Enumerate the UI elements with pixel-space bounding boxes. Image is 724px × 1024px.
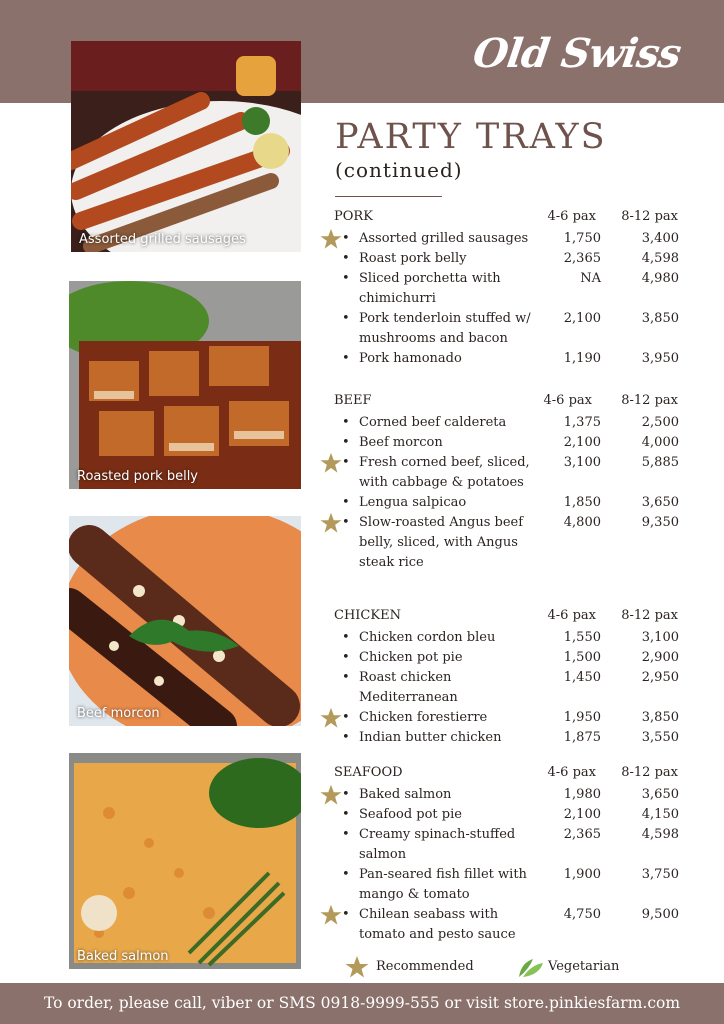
price-large: 3,650 bbox=[641, 787, 679, 802]
item-name: Pan-seared fish fillet with mango & tomato bbox=[359, 867, 527, 902]
price-small: 1,550 bbox=[563, 630, 601, 645]
star-icon bbox=[345, 955, 369, 979]
menu-item: • Corned beef caldereta 1,375 2,500 bbox=[334, 413, 684, 433]
price-large: 3,400 bbox=[641, 231, 679, 246]
menu-item: • Roast pork belly 2,365 4,598 bbox=[334, 249, 684, 269]
price-large: 3,850 bbox=[641, 311, 679, 326]
item-name: Creamy spinach-stuffed salmon bbox=[359, 827, 516, 862]
section-name: BEEF bbox=[334, 393, 372, 408]
price-large: 2,900 bbox=[641, 650, 679, 665]
item-name: Indian butter chicken bbox=[359, 730, 502, 745]
price-small: 2,365 bbox=[563, 827, 601, 842]
item-name: Slow-roasted Angus beef belly, sliced, with Angus steak rice bbox=[359, 515, 524, 570]
item-name: Corned beef caldereta bbox=[359, 415, 507, 430]
photo-caption: Baked salmon bbox=[77, 949, 169, 964]
col-header-large: 8-12 pax bbox=[621, 209, 678, 224]
section-chicken bbox=[334, 608, 684, 748]
item-name: Fresh corned beef, sliced, with cabbage & potatoes bbox=[359, 455, 530, 490]
menu-item: • Creamy spinach-stuffed salmon 2,365 4,598 bbox=[334, 825, 684, 865]
photo-caption: Roasted pork belly bbox=[77, 469, 198, 484]
section-header bbox=[334, 608, 684, 628]
price-small: 4,800 bbox=[563, 515, 601, 530]
item-name: Assorted grilled sausages bbox=[359, 231, 529, 246]
footer-band bbox=[0, 983, 724, 1024]
price-large: 2,950 bbox=[641, 670, 679, 685]
photo-beef-morcon bbox=[69, 516, 301, 726]
price-small: 2,100 bbox=[563, 311, 601, 326]
item-name: Chicken forestierre bbox=[359, 710, 488, 725]
price-small: 1,900 bbox=[563, 867, 601, 882]
price-large: 4,150 bbox=[641, 807, 679, 822]
section-header bbox=[334, 765, 684, 785]
menu-item: • Pork tenderloin stuffed w/ mushrooms and bacon 2,100 3,850 bbox=[334, 309, 684, 349]
section-name: SEAFOOD bbox=[334, 765, 403, 780]
section-header bbox=[334, 209, 684, 229]
star-icon bbox=[320, 904, 342, 926]
price-small: 3,100 bbox=[563, 455, 601, 470]
legend-recommended: Recommended bbox=[376, 959, 474, 974]
menu-item: • Baked salmon 1,980 3,650 bbox=[334, 785, 684, 805]
item-name: Baked salmon bbox=[359, 787, 452, 802]
section-name: PORK bbox=[334, 209, 373, 224]
menu-item: • Indian butter chicken 1,875 3,550 bbox=[334, 728, 684, 748]
menu-item: • Sliced porchetta with chimichurri NA 4,980 bbox=[334, 269, 684, 309]
photo-baked-salmon bbox=[69, 753, 301, 969]
menu-item: • Fresh corned beef, sliced, with cabbage & potatoes 3,100 5,885 bbox=[334, 453, 684, 493]
menu-item: • Seafood pot pie 2,100 4,150 bbox=[334, 805, 684, 825]
item-name: Pork hamonado bbox=[359, 351, 462, 366]
price-large: 4,000 bbox=[641, 435, 679, 450]
section-header bbox=[334, 393, 684, 413]
price-small: NA bbox=[580, 271, 601, 286]
price-small: 2,100 bbox=[563, 807, 601, 822]
col-header-large: 8-12 pax bbox=[621, 765, 678, 780]
price-small: 4,750 bbox=[563, 907, 601, 922]
title-divider bbox=[335, 196, 442, 197]
menu-item: • Roast chicken Mediterranean 1,450 2,950 bbox=[334, 668, 684, 708]
menu-item: • Assorted grilled sausages 1,750 3,400 bbox=[334, 229, 684, 249]
star-icon bbox=[320, 512, 342, 534]
price-large: 9,500 bbox=[641, 907, 679, 922]
item-name: Beef morcon bbox=[359, 435, 443, 450]
star-icon bbox=[320, 784, 342, 806]
menu-item: • Chicken cordon bleu 1,550 3,100 bbox=[334, 628, 684, 648]
price-large: 5,885 bbox=[641, 455, 679, 470]
price-small: 1,950 bbox=[563, 710, 601, 725]
item-name: Roast chicken Mediterranean bbox=[359, 670, 458, 705]
price-large: 3,550 bbox=[641, 730, 679, 745]
section-seafood bbox=[334, 765, 684, 945]
price-small: 1,375 bbox=[563, 415, 601, 430]
col-header-small: 4-6 pax bbox=[543, 393, 592, 408]
section-pork bbox=[334, 209, 684, 369]
menu-item: • Lengua salpicao 1,850 3,650 bbox=[334, 493, 684, 513]
price-large: 9,350 bbox=[641, 515, 679, 530]
price-small: 2,100 bbox=[563, 435, 601, 450]
price-large: 3,950 bbox=[641, 351, 679, 366]
price-large: 3,100 bbox=[641, 630, 679, 645]
legend bbox=[345, 955, 645, 979]
footer-text: To order, please call, viber or SMS 0918-9999-555 or visit store.pinkiesfarm.com bbox=[43, 994, 681, 1012]
menu-item: • Pork hamonado 1,190 3,950 bbox=[334, 349, 684, 369]
item-name: Sliced porchetta with chimichurri bbox=[359, 271, 501, 306]
col-header-small: 4-6 pax bbox=[547, 608, 596, 623]
price-large: 3,850 bbox=[641, 710, 679, 725]
menu-item: • Pan-seared fish fillet with mango & tomato 1,900 3,750 bbox=[334, 865, 684, 905]
photo-caption: Beef morcon bbox=[77, 706, 160, 721]
item-name: Chicken cordon bleu bbox=[359, 630, 496, 645]
legend-vegetarian: Vegetarian bbox=[548, 959, 620, 974]
photo-caption: Assorted grilled sausages bbox=[79, 232, 246, 247]
price-large: 4,980 bbox=[641, 271, 679, 286]
col-header-large: 8-12 pax bbox=[621, 393, 678, 408]
price-large: 3,650 bbox=[641, 495, 679, 510]
photo-sausages bbox=[71, 41, 301, 252]
item-name: Roast pork belly bbox=[359, 251, 467, 266]
item-name: Chicken pot pie bbox=[359, 650, 463, 665]
page-title: PARTY TRAYS bbox=[335, 117, 607, 157]
menu-item: • Chicken forestierre 1,950 3,850 bbox=[334, 708, 684, 728]
menu-item: • Chicken pot pie 1,500 2,900 bbox=[334, 648, 684, 668]
brand-logo: Old Swiss Inn bbox=[470, 30, 684, 157]
price-small: 1,750 bbox=[563, 231, 601, 246]
menu-item: • Beef morcon 2,100 4,000 bbox=[334, 433, 684, 453]
star-icon bbox=[320, 452, 342, 474]
price-large: 3,750 bbox=[641, 867, 679, 882]
section-beef bbox=[334, 393, 684, 573]
price-small: 2,365 bbox=[563, 251, 601, 266]
price-small: 1,875 bbox=[563, 730, 601, 745]
col-header-large: 8-12 pax bbox=[621, 608, 678, 623]
item-name: Lengua salpicao bbox=[359, 495, 467, 510]
leaf-icon bbox=[517, 955, 545, 979]
price-large: 2,500 bbox=[641, 415, 679, 430]
price-small: 1,980 bbox=[563, 787, 601, 802]
item-name: Seafood pot pie bbox=[359, 807, 462, 822]
item-name: Pork tenderloin stuffed w/ mushrooms and bacon bbox=[359, 311, 531, 346]
section-name: CHICKEN bbox=[334, 608, 401, 623]
star-icon bbox=[320, 707, 342, 729]
price-small: 1,190 bbox=[563, 351, 601, 366]
price-large: 4,598 bbox=[641, 251, 679, 266]
menu-item: • Chilean seabass with tomato and pesto sauce 4,750 9,500 bbox=[334, 905, 684, 945]
photo-pork-belly bbox=[69, 281, 301, 489]
star-icon bbox=[320, 228, 342, 250]
page-subtitle: (continued) bbox=[335, 158, 463, 182]
price-small: 1,500 bbox=[563, 650, 601, 665]
col-header-small: 4-6 pax bbox=[547, 209, 596, 224]
col-header-small: 4-6 pax bbox=[547, 765, 596, 780]
price-large: 4,598 bbox=[641, 827, 679, 842]
item-name: Chilean seabass with tomato and pesto sauce bbox=[359, 907, 516, 942]
price-small: 1,850 bbox=[563, 495, 601, 510]
price-small: 1,450 bbox=[563, 670, 601, 685]
menu-item: • Slow-roasted Angus beef belly, sliced, with Angus steak rice 4,800 9,350 bbox=[334, 513, 684, 573]
